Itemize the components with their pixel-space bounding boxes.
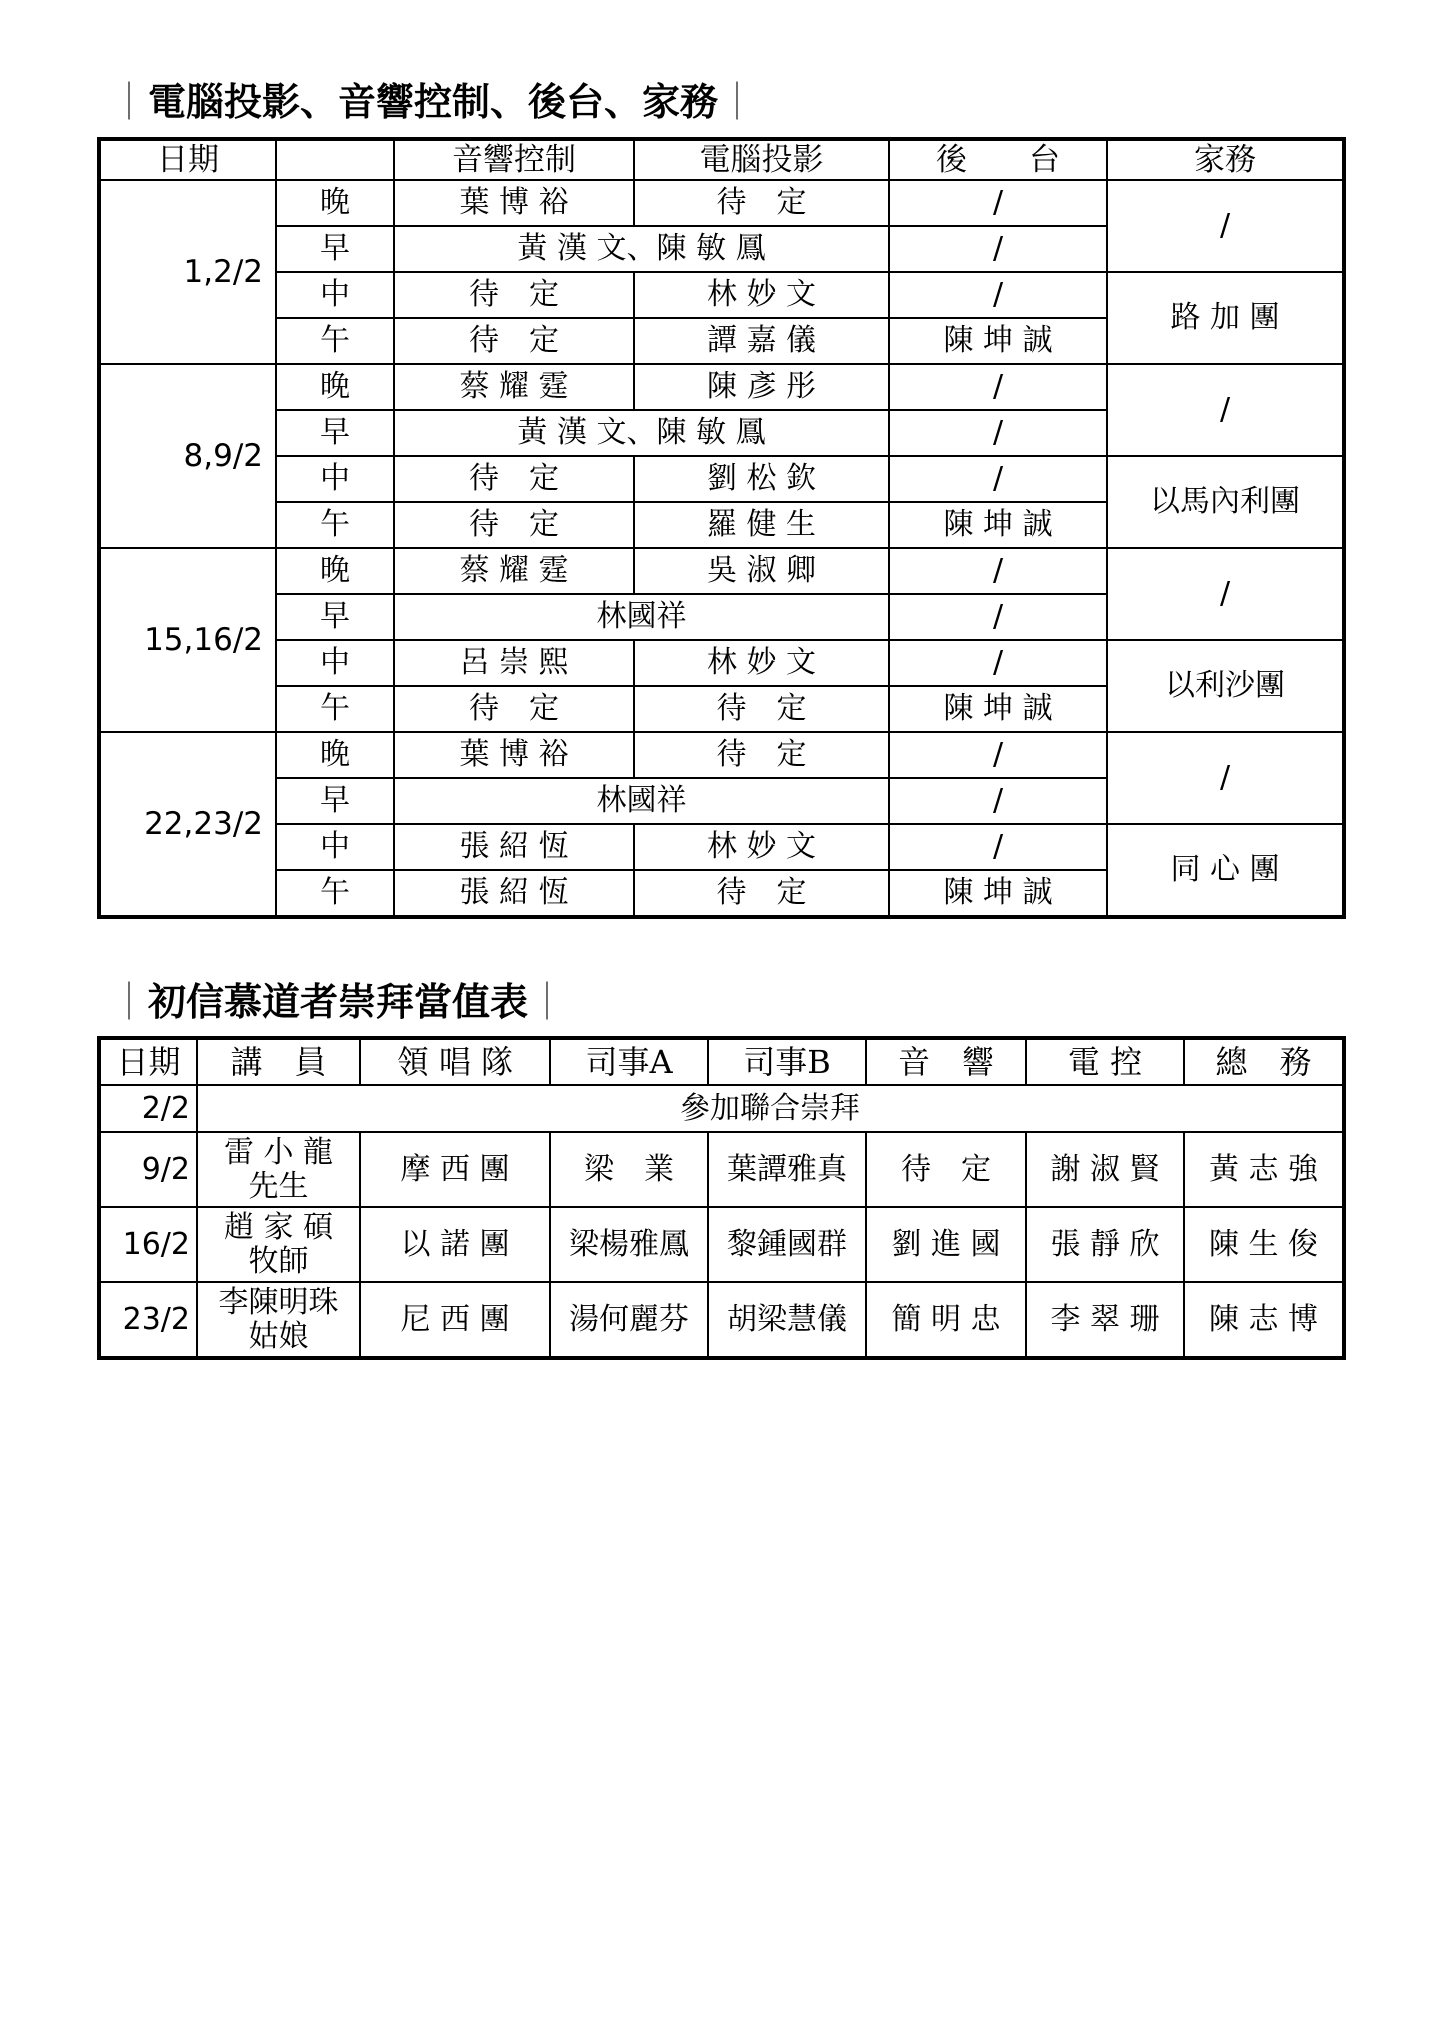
service-cell: 晚 (276, 548, 394, 594)
speaker-cell (197, 1207, 360, 1282)
backstage-cell: 陳 坤 誠 (889, 870, 1107, 917)
sound-cell: 葉 博 裕 (394, 732, 634, 778)
general-affairs-cell: 陳 生 俊 (1184, 1207, 1344, 1282)
speaker-cell (197, 1282, 360, 1358)
date-cell: 15,16/2 (99, 548, 276, 732)
column-header (276, 139, 394, 180)
header-row (99, 139, 1344, 180)
section-title-seeker-duty: ｜初信慕道者崇拜當值表｜ (110, 979, 567, 1024)
joint-worship-note: 參加聯合崇拜 (197, 1085, 1344, 1132)
backstage-cell: 陳 坤 誠 (889, 502, 1107, 548)
table-row (99, 1207, 1344, 1282)
service-cell: 晚 (276, 364, 394, 410)
speaker-cell (197, 1132, 360, 1207)
service-cell: 中 (276, 456, 394, 502)
projection-cell: 陳 彥 彤 (634, 364, 889, 410)
date-cell: 16/2 (99, 1207, 197, 1282)
projection-cell: 林 妙 文 (634, 640, 889, 686)
table-row (99, 1282, 1344, 1358)
service-cell: 午 (276, 686, 394, 732)
service-cell: 早 (276, 778, 394, 824)
projection-cell: 林 妙 文 (634, 824, 889, 870)
backstage-cell: 陳 坤 誠 (889, 686, 1107, 732)
table-row (99, 732, 1344, 778)
speaker-name: 李陳明珠 (218, 1284, 339, 1320)
date-cell: 9/2 (99, 1132, 197, 1207)
projection-cell: 待 定 (634, 686, 889, 732)
date-cell: 23/2 (99, 1282, 197, 1358)
sound-cell: 呂 崇 熙 (394, 640, 634, 686)
usher-a-cell: 梁 業 (550, 1132, 708, 1207)
worship-team-cell: 尼 西 團 (360, 1282, 550, 1358)
section-title-av-duty: ｜電腦投影、音響控制、後台、家務｜ (110, 79, 757, 124)
backstage-cell: / (889, 548, 1107, 594)
column-header: 音 響 (866, 1038, 1026, 1085)
housework-cell: 以馬內利團 (1107, 456, 1344, 548)
date-cell: 22,23/2 (99, 732, 276, 917)
table-row (99, 548, 1344, 594)
service-cell: 早 (276, 226, 394, 272)
worship-team-cell: 以 諾 團 (360, 1207, 550, 1282)
sound-cell: 簡 明 忠 (866, 1282, 1026, 1358)
table-row (99, 456, 1344, 502)
service-cell: 早 (276, 594, 394, 640)
housework-cell: / (1107, 548, 1344, 640)
projection-cell: 劉 松 欽 (634, 456, 889, 502)
date-cell: 8,9/2 (99, 364, 276, 548)
service-cell: 中 (276, 640, 394, 686)
projection-cell: 待 定 (634, 180, 889, 226)
housework-cell: / (1107, 180, 1344, 272)
speaker-title: 姑娘 (248, 1318, 309, 1354)
sound-cell: 待 定 (394, 502, 634, 548)
seeker-worship-duty-table (97, 1036, 1346, 1360)
service-cell: 午 (276, 502, 394, 548)
service-cell: 中 (276, 272, 394, 318)
backstage-cell: / (889, 778, 1107, 824)
housework-cell: 路 加 團 (1107, 272, 1344, 364)
sound-cell: 劉 進 國 (866, 1207, 1026, 1282)
date-cell: 1,2/2 (99, 180, 276, 364)
projection-cell: 林 妙 文 (634, 272, 889, 318)
projection-cell: 待 定 (634, 870, 889, 917)
column-header: 後 台 (889, 139, 1107, 180)
table-row (99, 272, 1344, 318)
sound-cell: 待 定 (394, 686, 634, 732)
projection-cell: 譚 嘉 儀 (634, 318, 889, 364)
sound-cell: 張 紹 恆 (394, 824, 634, 870)
section-title-text: 電腦投影、音響控制、後台、家務 (148, 79, 719, 124)
housework-cell: 同 心 團 (1107, 824, 1344, 917)
service-cell: 晚 (276, 732, 394, 778)
service-cell: 晚 (276, 180, 394, 226)
column-header: 電 控 (1026, 1038, 1184, 1085)
housework-cell: / (1107, 364, 1344, 456)
section-title-text: 初信慕道者崇拜當值表 (148, 979, 529, 1024)
projection-cell: 羅 健 生 (634, 502, 889, 548)
general-affairs-cell: 陳 志 博 (1184, 1282, 1344, 1358)
sound-projection-cell: 林國祥 (394, 594, 889, 640)
table-row (99, 640, 1344, 686)
sound-cell: 待 定 (394, 456, 634, 502)
sound-cell: 張 紹 恆 (394, 870, 634, 917)
backstage-cell: / (889, 410, 1107, 456)
speaker-name: 趙 家 碩 (223, 1209, 334, 1245)
backstage-cell: / (889, 226, 1107, 272)
service-cell: 午 (276, 870, 394, 917)
column-header: 電腦投影 (634, 139, 889, 180)
table-row (99, 180, 1344, 226)
projection-cell: 吳 淑 卿 (634, 548, 889, 594)
sound-projection-cell: 黃 漢 文、陳 敏 鳳 (394, 226, 889, 272)
speaker-title: 先生 (248, 1168, 309, 1204)
control-cell: 李 翠 珊 (1026, 1282, 1184, 1358)
column-header: 日期 (99, 1038, 197, 1085)
sound-cell: 待 定 (394, 318, 634, 364)
column-header: 日期 (99, 139, 276, 180)
backstage-cell: / (889, 180, 1107, 226)
sound-cell: 葉 博 裕 (394, 180, 634, 226)
table-row (99, 1085, 1344, 1132)
control-cell: 謝 淑 賢 (1026, 1132, 1184, 1207)
backstage-cell: / (889, 456, 1107, 502)
sound-cell: 待 定 (394, 272, 634, 318)
sound-cell: 待 定 (866, 1132, 1026, 1207)
sound-cell: 蔡 耀 霆 (394, 364, 634, 410)
column-header: 家務 (1107, 139, 1344, 180)
backstage-cell: / (889, 640, 1107, 686)
column-header: 領 唱 隊 (360, 1038, 550, 1085)
usher-b-cell: 胡梁慧儀 (708, 1282, 866, 1358)
av-duty-table (97, 137, 1346, 919)
table-row (99, 1132, 1344, 1207)
column-header: 講 員 (197, 1038, 360, 1085)
column-header: 音響控制 (394, 139, 634, 180)
worship-team-cell: 摩 西 團 (360, 1132, 550, 1207)
service-cell: 早 (276, 410, 394, 456)
housework-cell: / (1107, 732, 1344, 824)
column-header: 總 務 (1184, 1038, 1344, 1085)
date-cell: 2/2 (99, 1085, 197, 1132)
usher-b-cell: 葉譚雅真 (708, 1132, 866, 1207)
backstage-cell: / (889, 732, 1107, 778)
table-row (99, 824, 1344, 870)
backstage-cell: / (889, 594, 1107, 640)
column-header: 司事B (708, 1038, 866, 1085)
backstage-cell: / (889, 272, 1107, 318)
projection-cell: 待 定 (634, 732, 889, 778)
usher-b-cell: 黎鍾國群 (708, 1207, 866, 1282)
backstage-cell: / (889, 364, 1107, 410)
sound-projection-cell: 黃 漢 文、陳 敏 鳳 (394, 410, 889, 456)
general-affairs-cell: 黃 志 強 (1184, 1132, 1344, 1207)
usher-a-cell: 湯何麗芬 (550, 1282, 708, 1358)
column-header: 司事A (550, 1038, 708, 1085)
backstage-cell: 陳 坤 誠 (889, 318, 1107, 364)
sound-projection-cell: 林國祥 (394, 778, 889, 824)
usher-a-cell: 梁楊雅鳳 (550, 1207, 708, 1282)
table-row (99, 364, 1344, 410)
control-cell: 張 靜 欣 (1026, 1207, 1184, 1282)
service-cell: 中 (276, 824, 394, 870)
housework-cell: 以利沙團 (1107, 640, 1344, 732)
backstage-cell: / (889, 824, 1107, 870)
header-row (99, 1038, 1344, 1085)
speaker-name: 雷 小 龍 (223, 1134, 334, 1170)
speaker-title: 牧師 (248, 1243, 309, 1279)
sound-cell: 蔡 耀 霆 (394, 548, 634, 594)
service-cell: 午 (276, 318, 394, 364)
